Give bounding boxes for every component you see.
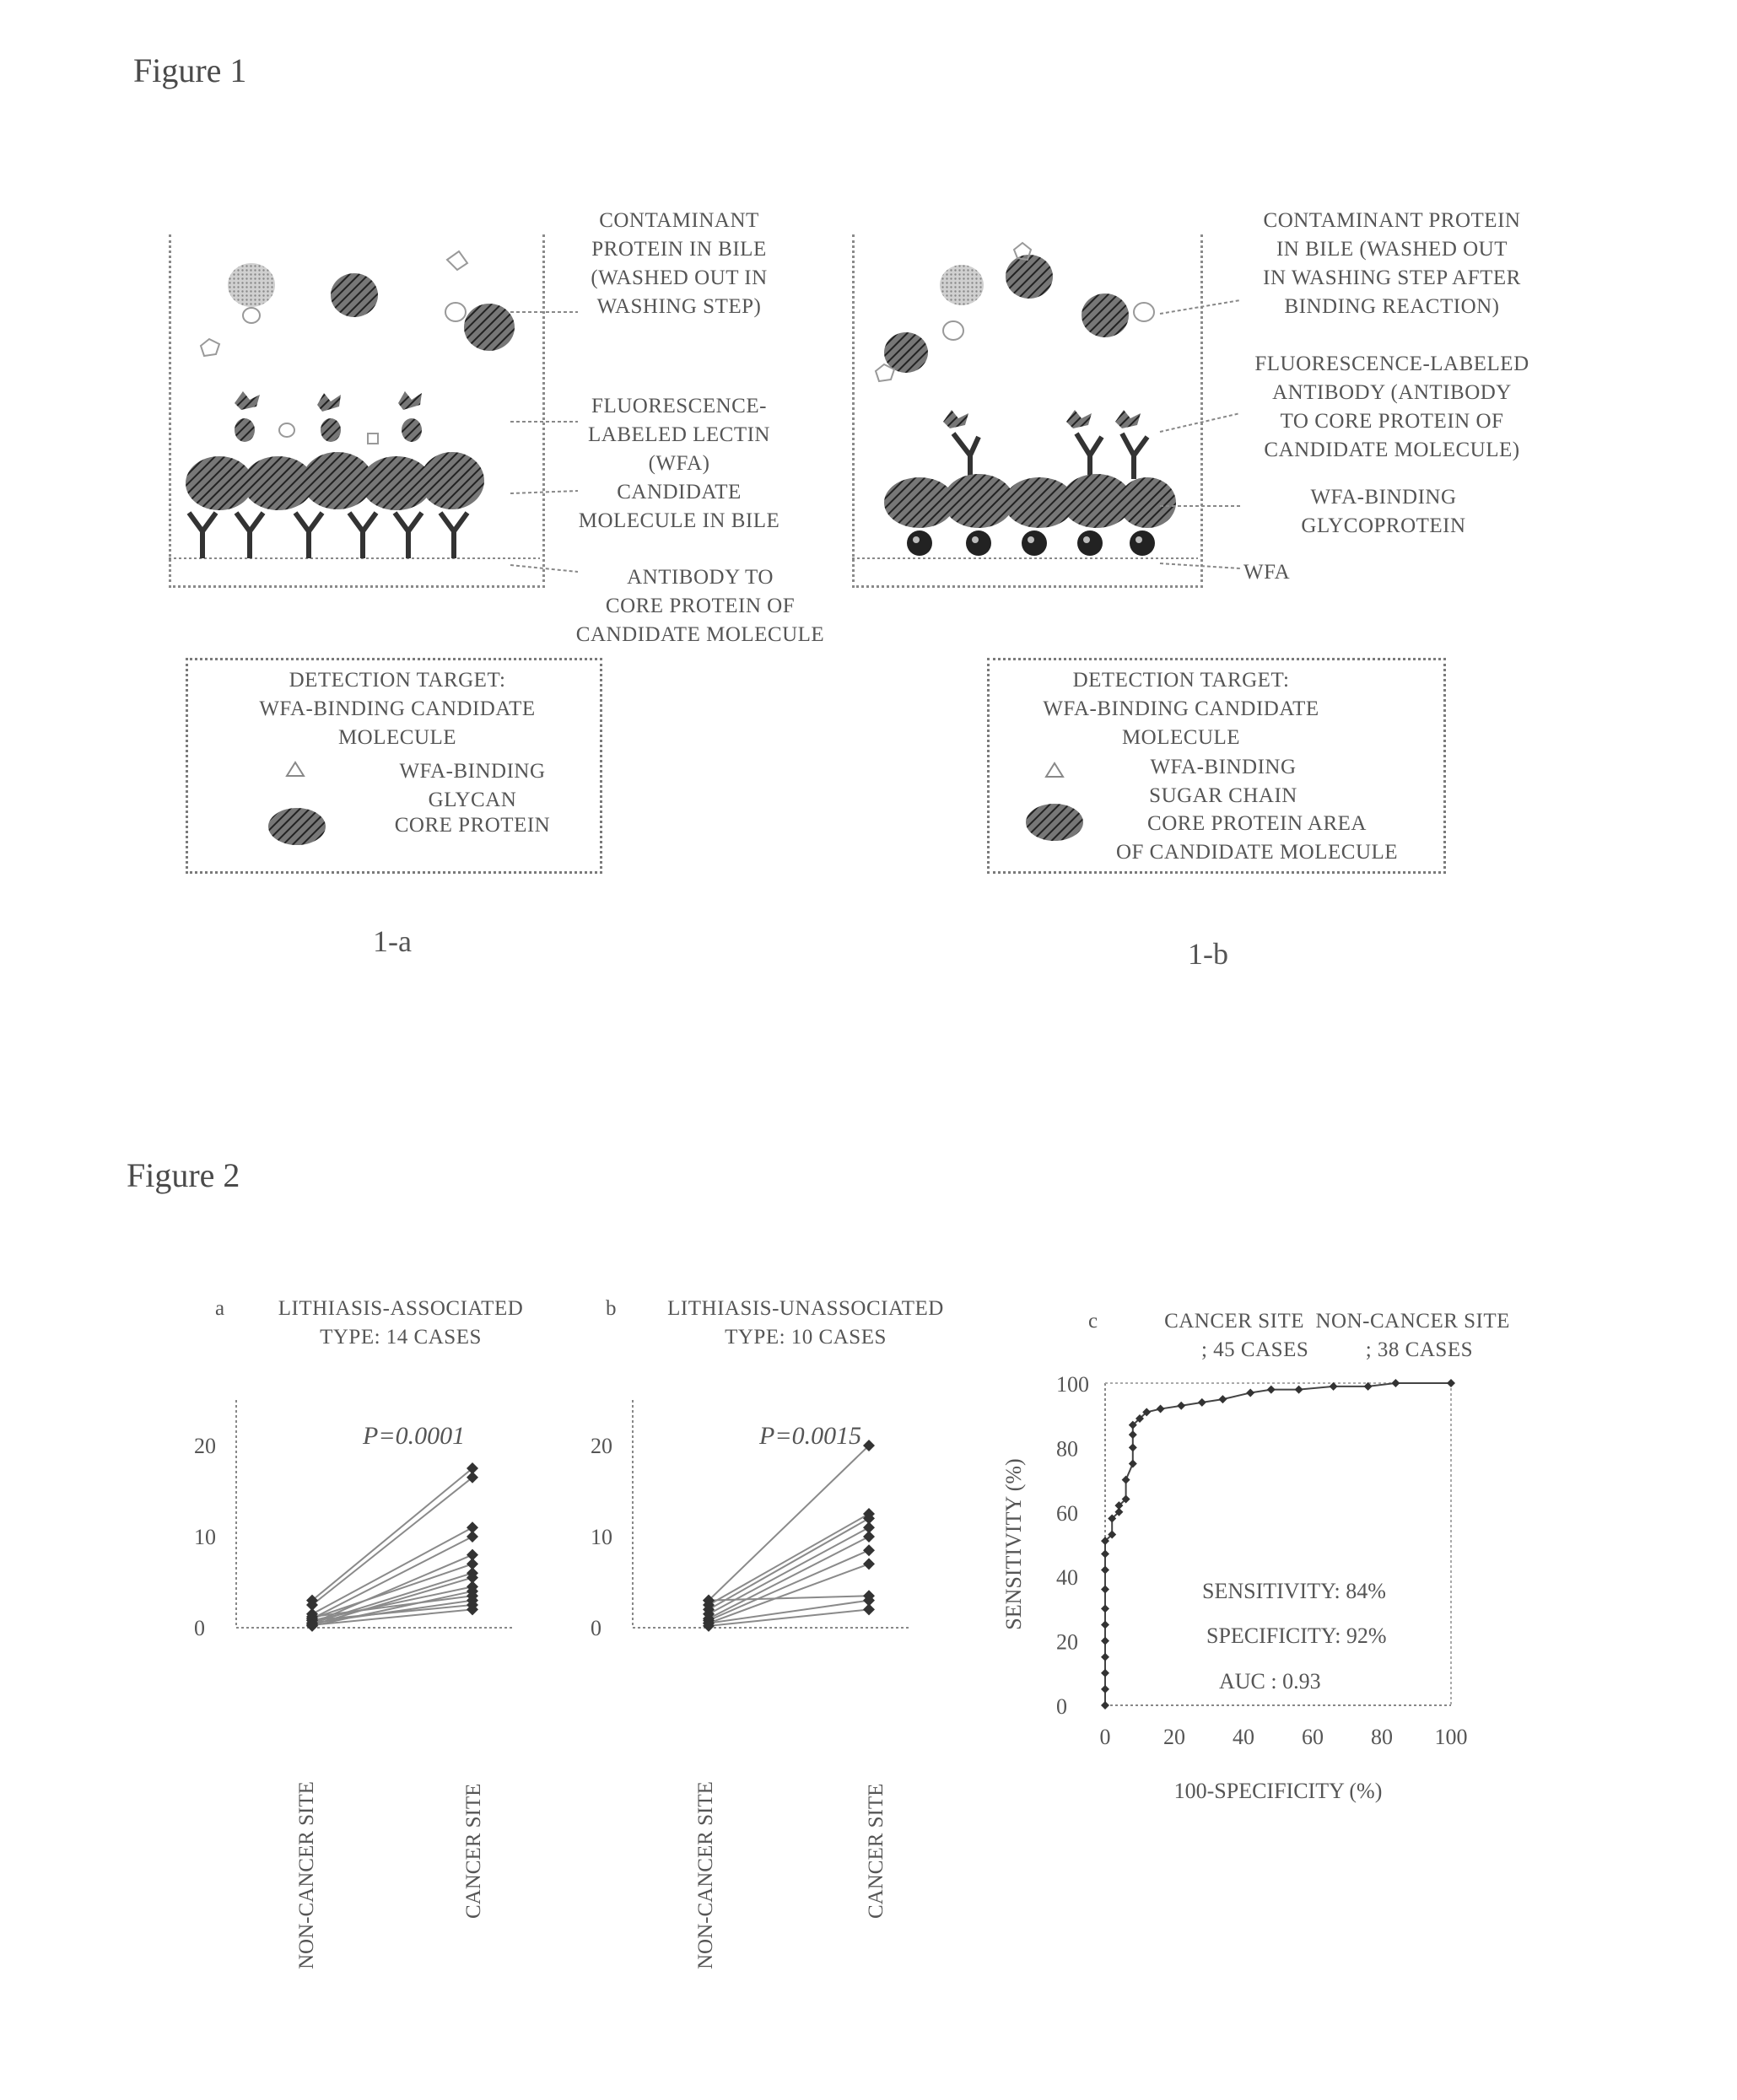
chart-c-roc-point [1101,1669,1109,1677]
chart-c-roc-point [1101,1637,1109,1645]
chart-a-ytick-label: 0 [194,1616,205,1640]
chart-a-p-value: P=0.0001 [362,1422,465,1450]
chart-c-roc-point [1391,1379,1400,1387]
chart-c-roc-point [1101,1653,1109,1661]
chart-c-roc-point [1129,1430,1137,1439]
panel-1b-illustration [852,234,1203,589]
chart-c-title: CANCER SITE NON-CANCER SITE ; 45 CASES ; 38 CASES [1109,1307,1565,1365]
chart-b-pair-line [709,1550,869,1620]
label-1a-contaminant: CONTAMINANT PROTEIN IN BILE (WASHED OUT IN WASHING STEP) [540,207,818,321]
legend-1b-sugar: WFA-BINDING SUGAR CHAIN [1114,753,1333,810]
contaminant-shape [940,265,984,305]
chart-c-xtick-label: 40 [1233,1725,1254,1749]
chart-c-roc-point [1198,1398,1206,1407]
chart-c-roc-point [1101,1585,1109,1593]
chart-b-cancer-point [863,1544,875,1556]
legend-1a-title: DETECTION TARGET: WFA-BINDING CANDIDATE MOLECULE [199,666,596,752]
label-1a-lectin: FLUORESCENCE- LABELED LECTIN (WFA) [540,392,818,478]
sugar-chain-icon [1046,763,1063,777]
chart-b-title: LITHIASIS-UNASSOCIATED TYPE: 10 CASES [628,1295,983,1352]
chart-c-roc-point [1101,1566,1109,1575]
chart-c-ytick-label: 60 [1056,1501,1078,1526]
chart-b-xlabel-cancer: CANCER SITE [865,1784,888,1919]
chart-c-roc-point [1330,1382,1338,1391]
chart-c-ytick-label: 100 [1056,1372,1089,1397]
chart-a [160,1383,548,1754]
chart-a-pair-line [312,1591,472,1626]
chart-c-ytick-label: 40 [1056,1565,1078,1590]
chart-c-roc-point [1101,1549,1109,1558]
contaminant-shape [1006,255,1053,299]
chart-b-ytick-label: 0 [591,1616,601,1640]
chart-b [557,1383,953,1754]
chart-c-ytick-label: 80 [1056,1436,1078,1461]
legend-1a-core: CORE PROTEIN [363,811,582,840]
panel-2a-letter: a [215,1295,225,1323]
chart-c-roc-point [1218,1395,1227,1403]
contaminant-shape [1082,293,1129,337]
core-protein-icon [1026,804,1083,841]
chart-c-roc-point [1101,1604,1109,1613]
chart-c-ytick-label: 0 [1056,1694,1067,1719]
chart-c-roc-point [1447,1379,1455,1387]
chart-c-auc-text: AUC : 0.93 [1219,1669,1321,1693]
chart-c-xtick-label: 100 [1435,1725,1468,1749]
chart-b-xlabel-noncancer: NON-CANCER SITE [694,1781,718,1969]
glycan-icon [287,762,304,776]
panel-1b-pointers [1156,253,1249,590]
chart-a-ytick-label: 20 [194,1434,216,1458]
chart-c-roc-point [1246,1388,1254,1397]
chart-c-roc-point [1295,1386,1303,1394]
label-1a-candidate: CANDIDATE MOLECULE IN BILE [540,478,818,536]
chart-c-roc-point [1157,1405,1165,1413]
label-1b-glycoprotein: WFA-BINDING GLYCOPROTEIN [1232,483,1535,541]
chart-c-ytick-label: 20 [1056,1630,1078,1655]
chart-b-ytick-label: 20 [591,1434,612,1458]
chart-c-roc-point [1129,1460,1137,1468]
chart-c-xlabel: 100-SPECIFICITY (%) [1174,1779,1383,1803]
chart-b-pair-line [709,1514,869,1605]
chart-c-roc-point [1267,1386,1276,1394]
chart-a-title: LITHIASIS-ASSOCIATED TYPE: 14 CASES [240,1295,561,1352]
panel-1a-label: 1-a [373,923,412,959]
chart-c-xtick-label: 0 [1100,1725,1111,1749]
label-1b-contaminant: CONTAMINANT PROTEIN IN BILE (WASHED OUT IN WASHING STEP AFTER BINDING REACTION) [1223,207,1561,321]
chart-c-sensitivity-text: SENSITIVITY: 84% [1202,1579,1386,1603]
panel-1b-label: 1-b [1188,936,1228,972]
chart-b-pair-line [709,1527,869,1614]
chart-c-roc-point [1101,1701,1109,1710]
chart-b-pair-line [709,1564,869,1623]
chart-b-ytick-label: 10 [591,1525,612,1549]
core-protein-icon [268,808,326,845]
label-1b-antibody: FLUORESCENCE-LABELED ANTIBODY (ANTIBODY TO CORE PROTEIN OF CANDIDATE MOLECULE) [1215,350,1569,465]
contaminant-shape [331,273,378,317]
chart-c-specificity-text: SPECIFICITY: 92% [1206,1623,1387,1648]
chart-c-roc-point [1101,1621,1109,1629]
label-1b-wfa: WFA [1243,558,1328,587]
label-1a-antibody: ANTIBODY TO CORE PROTEIN OF CANDIDATE MOLECULE [540,563,860,649]
figure-1-title: Figure 1 [133,51,246,90]
legend-1b-core: CORE PROTEIN AREA OF CANDIDATE MOLECULE [1080,810,1434,867]
chart-c-xtick-label: 80 [1371,1725,1393,1749]
panel-1a-pointers [506,253,582,607]
chart-c-roc-point [1129,1443,1137,1451]
chart-b-cancer-point [863,1531,875,1543]
legend-1a-icons [253,759,346,852]
panel-1a-illustration [169,234,545,589]
panel-2b-letter: b [606,1295,617,1323]
chart-c-roc-curve [1105,1383,1451,1705]
chart-c [995,1366,1468,1839]
legend-1b-title: DETECTION TARGET: WFA-BINDING CANDIDATE MOLECULE [995,666,1367,752]
chart-c-xtick-label: 20 [1163,1725,1185,1749]
chart-c-roc-point [1177,1402,1185,1410]
figure-2-title: Figure 2 [127,1155,240,1195]
chart-a-xlabel-noncancer: NON-CANCER SITE [295,1781,319,1969]
chart-b-p-value: P=0.0015 [758,1422,861,1450]
chart-c-xtick-label: 60 [1302,1725,1324,1749]
chart-c-roc-point [1101,1685,1109,1693]
contaminant-shape [228,263,275,307]
panel-2c-letter: c [1088,1307,1098,1336]
chart-c-ylabel: SENSITIVITY (%) [1001,1458,1026,1629]
chart-a-ytick-label: 10 [194,1525,216,1549]
legend-1a-glycan: WFA-BINDING GLYCAN [363,757,582,815]
chart-b-cancer-point [863,1603,875,1615]
chart-a-xlabel-cancer: CANCER SITE [462,1784,486,1919]
chart-c-roc-point [1122,1476,1130,1484]
chart-b-cancer-point [863,1558,875,1570]
chart-a-cancer-point [467,1531,478,1543]
